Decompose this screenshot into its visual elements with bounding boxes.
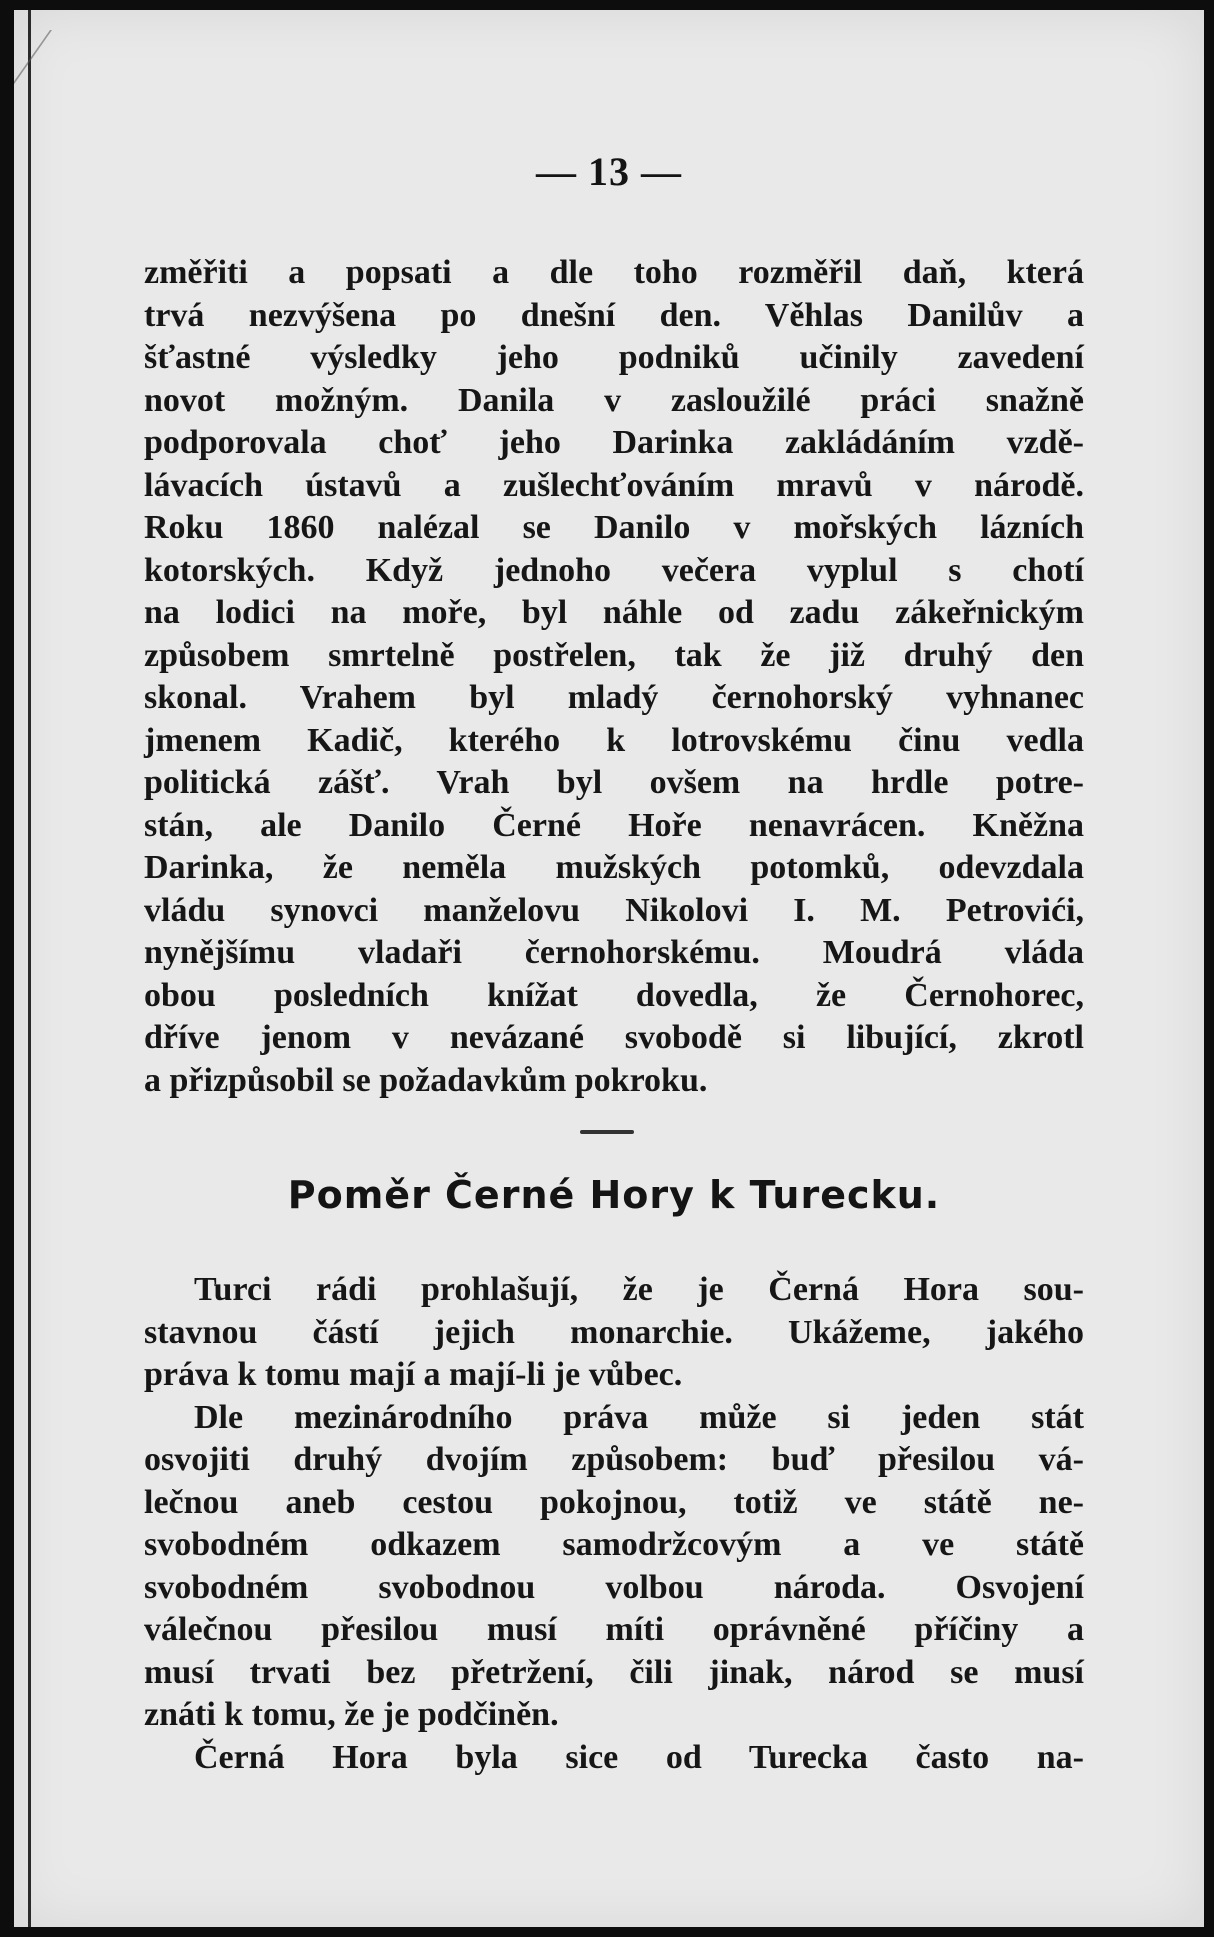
- text-line: stán, ale Danilo Černé Hoře nenavrácen. Kněžna: [144, 806, 1084, 844]
- text-line: trvá nezvýšena po dnešní den. Věhlas Danilův a: [144, 296, 1084, 334]
- text-line: politická zášť. Vrah byl ovšem na hrdle potre-: [144, 764, 1084, 801]
- text-line: Dle mezinárodního práva může si jeden stát: [194, 1398, 1084, 1436]
- text-line: práva k tomu mají a mají-li je vůbec.: [144, 1356, 683, 1393]
- text-line: musí trvati bez přetržení, čili jinak, národ se musí: [144, 1653, 1084, 1691]
- text-line: novot možným. Danila v zasloužilé práci snažně: [144, 381, 1084, 419]
- text-line: Černá Hora byla sice od Turecka často na-: [194, 1738, 1084, 1776]
- text-line: svobodném svobodnou volbou národa. Osvojení: [144, 1568, 1084, 1606]
- page-number: — 13 —: [536, 149, 682, 194]
- binding-edge: [28, 10, 31, 1927]
- text-line: Roku 1860 nalézal se Danilo v mořských lázních: [144, 509, 1084, 546]
- text-line: a přizpůsobil se požadavkům pokroku.: [144, 1061, 708, 1099]
- text-line: skonal. Vrahem byl mladý černohorský vyhnanec: [144, 679, 1084, 716]
- text-line: svobodném odkazem samodržcovým a ve státě: [144, 1526, 1084, 1563]
- text-line: osvojiti druhý dvojím způsobem: buď přesilou vá-: [144, 1441, 1084, 1478]
- text-line: válečnou přesilou musí míti oprávněné příčiny a: [144, 1611, 1084, 1648]
- text-line: obou posledních knížat dovedla, že Černohorec,: [144, 976, 1084, 1014]
- text-line: změřiti a popsati a dle toho rozměřil daň, která: [144, 254, 1084, 291]
- section-ornament: [580, 1130, 634, 1134]
- text-line: Turci rádi prohlašují, že je Černá Hora sou-: [194, 1271, 1084, 1308]
- text-line: Darinka, že neměla mužských potomků, odevzdala: [144, 849, 1084, 886]
- text-line: způsobem smrtelně postřelen, tak že již druhý den: [144, 636, 1084, 674]
- text-line: lávacích ústavů a zušlechťováním mravů v národě.: [144, 466, 1084, 504]
- section-body: [144, 1269, 1084, 1779]
- text-line: znáti k tomu, že je podčiněn.: [144, 1696, 559, 1733]
- text-line: dříve jenom v nevázané svobodě si libující, zkrotl: [144, 1019, 1084, 1056]
- text-line: jmenem Kadič, kterého k lotrovskému činu vedla: [144, 721, 1084, 759]
- text-line: podporovala choť jeho Darinka zakládáním vzdě-: [144, 424, 1084, 461]
- text-line: vládu synovci manželovu Nikolovi I. M. Petrovići,: [144, 891, 1084, 929]
- text-line: na lodici na moře, byl náhle od zadu zákeřnickým: [144, 594, 1084, 631]
- text-line: kotorských. Když jednoho večera vyplul s chotí: [144, 551, 1084, 589]
- paragraph-1: [144, 252, 1084, 1102]
- text-line: stavnou částí jejich monarchie. Ukážeme, jakého: [144, 1313, 1084, 1351]
- text-line: šťastné výsledky jeho podniků učinily zavedení: [144, 339, 1084, 376]
- text-line: lečnou aneb cestou pokojnou, totiž ve státě ne-: [144, 1483, 1084, 1521]
- book-page: [14, 10, 1204, 1927]
- section-heading: Poměr Černé Hory k Turecku.: [287, 1173, 941, 1217]
- text-line: nynějšímu vladaři černohorskému. Moudrá vláda: [144, 934, 1084, 971]
